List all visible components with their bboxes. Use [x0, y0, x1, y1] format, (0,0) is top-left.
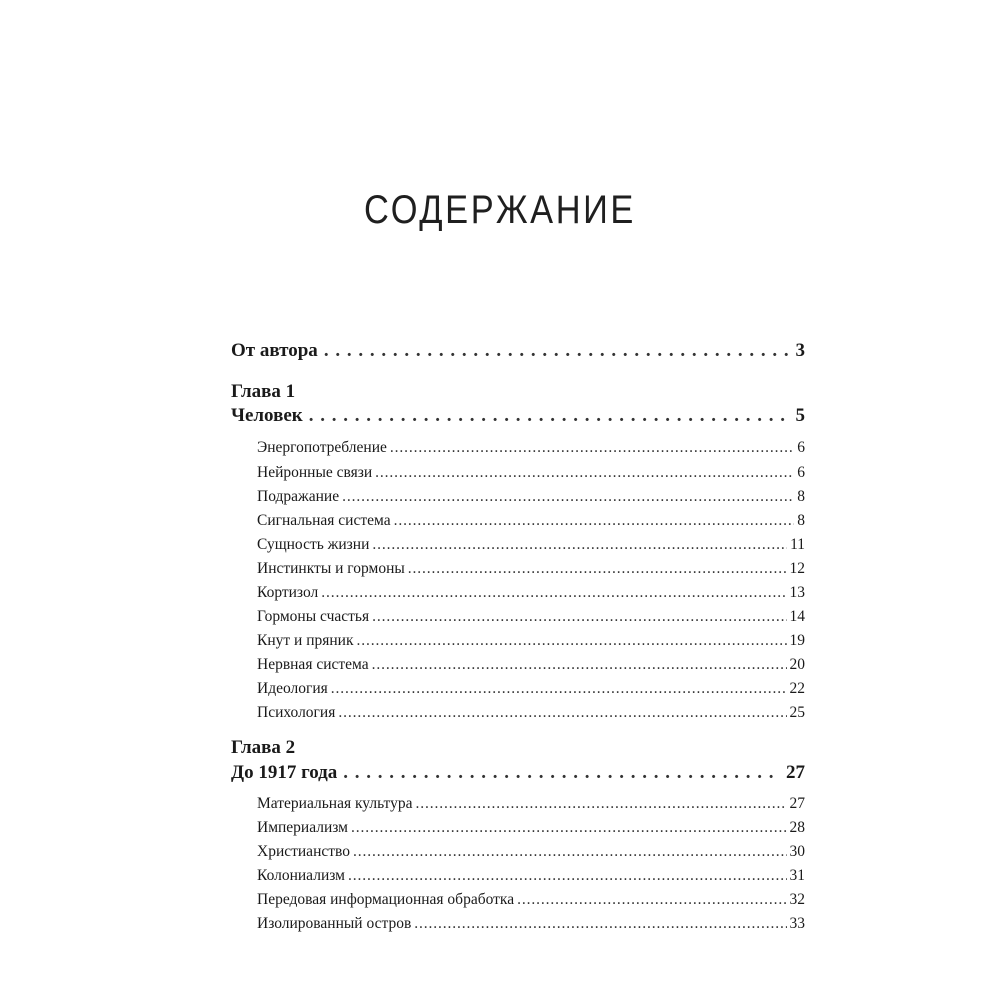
toc-entry-page: 3 [795, 340, 805, 361]
toc-entry-page: 27 [789, 795, 805, 812]
toc-entry-page: 8 [797, 512, 805, 529]
toc-entry-label: Колониализм [257, 867, 345, 884]
toc-entry-page: 32 [789, 891, 805, 908]
dot-leader [321, 584, 786, 602]
dot-leader [338, 704, 786, 722]
dot-leader [375, 464, 794, 482]
toc-entry-section[interactable] [257, 704, 805, 722]
toc-entry-section[interactable] [257, 464, 805, 482]
toc-entry-page: 14 [789, 608, 805, 625]
toc-entry-page: 25 [789, 704, 805, 721]
toc-entry-page: 31 [789, 867, 805, 884]
toc-entry-label: Инстинкты и гормоны [257, 560, 405, 577]
toc-entry-section[interactable] [257, 439, 805, 457]
toc-entry-label: Кнут и пряник [257, 632, 354, 649]
dot-leader [408, 560, 787, 578]
toc-entry-page: 8 [797, 488, 805, 505]
toc-entry-chapter[interactable] [231, 405, 805, 427]
toc-entry-section[interactable] [257, 843, 805, 861]
toc-entry-section[interactable] [257, 632, 805, 650]
toc-entry-preface[interactable] [231, 340, 805, 362]
toc-entry-section[interactable] [257, 891, 805, 909]
toc-entry-section[interactable] [257, 512, 805, 530]
dot-leader [351, 819, 787, 837]
dot-leader [372, 608, 786, 626]
dot-leader [353, 843, 787, 861]
toc-entry-section[interactable] [257, 867, 805, 885]
dot-leader [394, 512, 795, 530]
dot-leader [372, 536, 787, 554]
toc-entry-page: 27 [786, 762, 805, 783]
dot-leader [390, 439, 794, 457]
toc-entry-label: Сигнальная система [257, 512, 391, 529]
toc-entry-label: Подражание [257, 488, 340, 505]
toc-entry-label: Материальная культура [257, 795, 413, 812]
toc-entry-section[interactable] [257, 819, 805, 837]
toc-entry-page: 13 [789, 584, 805, 601]
toc-entry-section[interactable] [257, 536, 805, 554]
toc-entry-page: 6 [797, 439, 805, 456]
dot-leader [517, 891, 786, 909]
toc-entry-label: Кортизол [257, 584, 319, 601]
toc-entry-label: Христианство [257, 843, 350, 860]
toc-entry-section[interactable] [257, 656, 805, 674]
toc-entry-page: 22 [789, 680, 805, 697]
toc-entry-page: 28 [789, 819, 805, 836]
dot-leader [414, 915, 786, 933]
toc-entry-label: До 1917 года [231, 762, 338, 783]
toc-entry-section[interactable] [257, 608, 805, 626]
toc-entry-label: Изолированный остров [257, 915, 412, 932]
toc-entry-label: Нервная система [257, 656, 369, 673]
dot-leader [348, 867, 787, 885]
toc-entry-page: 19 [789, 632, 805, 649]
toc-entry-page: 33 [789, 915, 805, 932]
toc-entry-page: 11 [790, 536, 805, 553]
dot-leader [357, 632, 787, 650]
toc-entry-page: 5 [795, 405, 805, 426]
toc-entry-label: Гормоны счастья [257, 608, 370, 625]
toc-entry-label: От автора [231, 340, 318, 361]
toc-entry-section[interactable] [257, 560, 805, 578]
toc-entry-label: Психология [257, 704, 336, 721]
dot-leader [343, 762, 780, 784]
chapter-label: Глава 1 [231, 381, 296, 402]
toc-entry-page: 6 [797, 464, 805, 481]
dot-leader [372, 656, 787, 674]
dot-leader [416, 795, 787, 813]
toc-entry-page: 12 [789, 560, 805, 577]
dot-leader [309, 405, 790, 427]
page-title: СОДЕРЖАНИЕ [364, 188, 636, 232]
dot-leader [331, 680, 787, 698]
toc-entry-label: Передовая информационная обработка [257, 891, 515, 908]
toc-entry-label: Энергопотребление [257, 439, 387, 456]
toc-entry-label: Империализм [257, 819, 348, 836]
toc-entry-section[interactable] [257, 795, 805, 813]
dot-leader [342, 488, 794, 506]
toc-entry-section[interactable] [257, 584, 805, 602]
toc-entry-label: Сущность жизни [257, 536, 370, 553]
toc-entry-label: Человек [231, 405, 303, 426]
toc-entry-chapter[interactable] [231, 762, 805, 784]
toc-entry-section[interactable] [257, 488, 805, 506]
toc-entry-label: Идеология [257, 680, 328, 697]
chapter-label: Глава 2 [231, 737, 296, 758]
toc-entry-page: 20 [789, 656, 805, 673]
toc-entry-page: 30 [789, 843, 805, 860]
toc-entry-section[interactable] [257, 915, 805, 933]
toc-entry-section[interactable] [257, 680, 805, 698]
toc-entry-label: Нейронные связи [257, 464, 373, 481]
dot-leader [324, 340, 790, 362]
